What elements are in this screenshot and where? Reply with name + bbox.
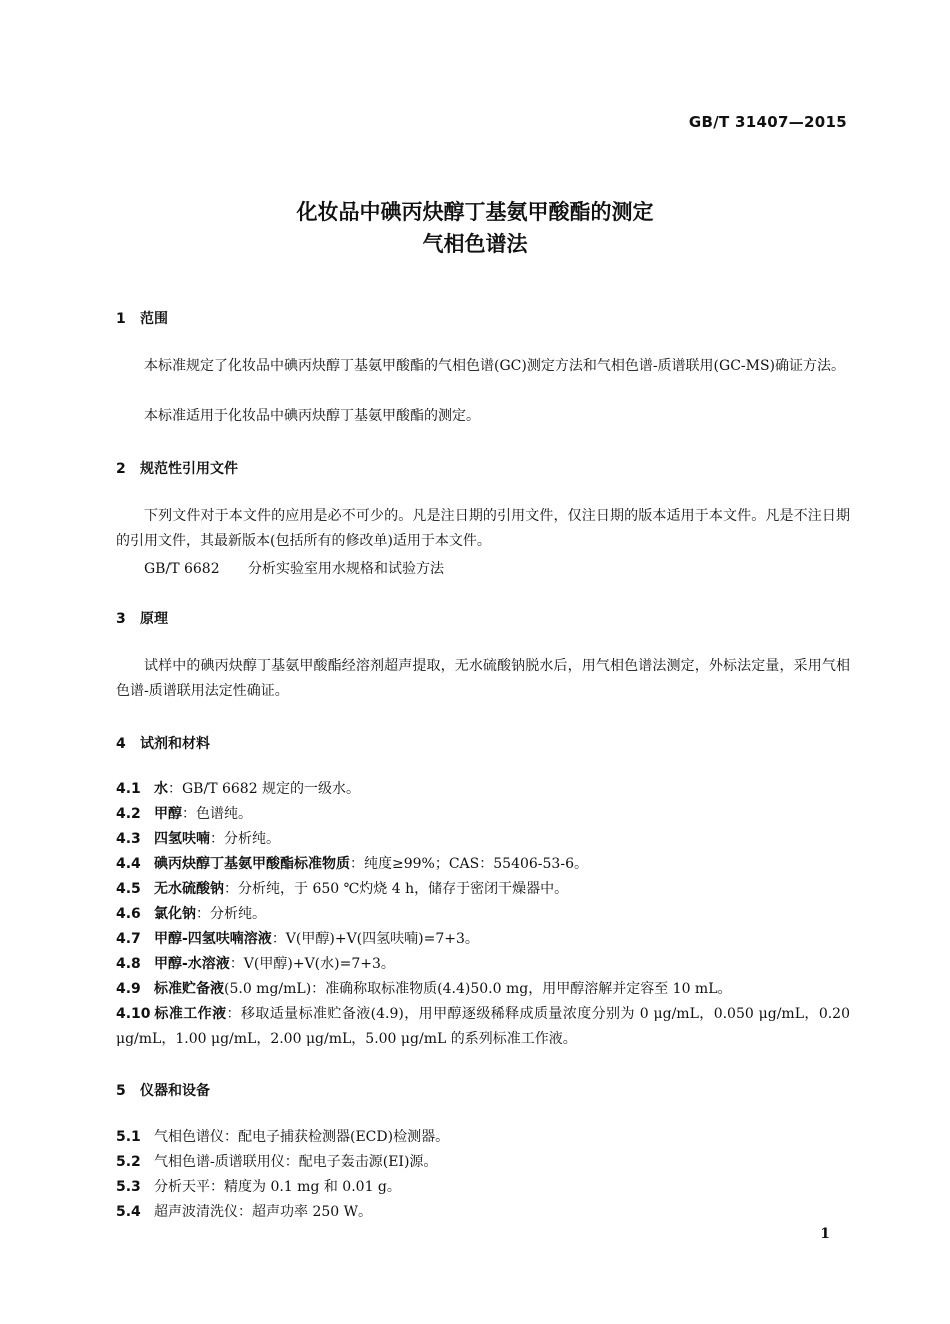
item-number: 4.10 [116,1006,151,1022]
title-line-1: 化妆品中碘丙炔醇丁基氨甲酸酯的测定 [296,200,654,224]
item-number: 4.2 [116,806,141,822]
section-number: 1 [116,311,126,327]
item-name: 标准工作液 [154,1006,227,1022]
list-item [116,852,850,877]
item-text: ：分析纯。 [196,906,266,922]
section-title: 范围 [140,311,168,327]
item-name: 水 [154,781,168,797]
list-item [116,952,850,977]
item-number: 4.4 [116,856,141,872]
item-text: ：GB/T 6682 规定的一级水。 [168,781,361,797]
list-item [116,1125,850,1150]
item-text: ：V(甲醇)+V(水)=7+3。 [229,956,395,972]
item-number: 4.1 [116,781,141,797]
item-number: 4.7 [116,931,141,947]
item-number: 5.1 [116,1129,141,1145]
section-number: 2 [116,461,126,477]
reference-code: GB/T 6682 [144,561,220,577]
item-text: ：色谱纯。 [182,806,252,822]
section-number: 3 [116,611,126,627]
item-text: ：分析纯，于 650 ℃灼烧 4 h，储存于密闭干燥器中。 [224,881,569,897]
item-text: 气相色谱仪：配电子捕获检测器(ECD)检测器。 [154,1129,450,1145]
section-title: 规范性引用文件 [140,461,238,477]
section-title: 试剂和材料 [140,736,210,752]
list-item [116,1200,850,1225]
section-1-paragraph-2: 本标准适用于化妆品中碘丙炔醇丁基氨甲酸酯的测定。 [144,408,480,424]
section-title: 原理 [140,611,168,627]
item-text: 气相色谱-质谱联用仪：配电子轰击源(EI)源。 [154,1154,438,1170]
item-number: 5.2 [116,1154,141,1170]
item-number: 4.6 [116,906,141,922]
section-number: 5 [116,1083,126,1099]
item-text: ：分析纯。 [210,831,280,847]
item-number: 4.8 [116,956,141,972]
item-number: 4.5 [116,881,141,897]
item-number: 4.3 [116,831,141,847]
item-name: 标准贮备液 [154,981,224,997]
section-title: 仪器和设备 [140,1083,210,1099]
section-2-paragraph-1: 下列文件对于本文件的应用是必不可少的。凡是注日期的引用文件，仅注日期的版本适用于本文件。凡是不注日期的引用文件，其最新版本(包括所有的修改单)适用于本文件。 [116,508,850,549]
document-title [0,196,950,260]
section-1-heading [116,308,168,328]
list-item [116,877,850,902]
section-3-paragraph-1: 试样中的碘丙炔醇丁基氨甲酸酯经溶剂超声提取，无水硫酸钠脱水后，用气相色谱法测定，外标法定量，采用气相色谱-质谱联用法定性确证。 [116,658,850,699]
item-text: 分析天平：精度为 0.1 mg 和 0.01 g。 [154,1179,401,1195]
item-name: 无水硫酸钠 [154,881,224,897]
item-name: 甲醇-四氢呋喃溶液 [154,931,272,947]
list-item [116,902,850,927]
item-text: ：纯度≥99%；CAS：55406-53-6。 [350,856,588,872]
list-item [116,977,850,1002]
list-item [116,1150,850,1175]
section-4-heading [116,733,210,753]
item-text: 超声波清洗仪：超声功率 250 W。 [154,1204,373,1220]
item-text: ：移取适量标准贮备液(4.9)，用甲醇逐级稀释成质量浓度分别为 0 μg/mL，0.050 μg/mL，0.20 μg/mL，1.00 μg/mL，2.00 μg/mL，5.00 μg/mL 的系列标准工作液。 [116,1006,850,1047]
list-item [116,802,850,827]
list-item [116,827,850,852]
section-1-paragraph-1: 本标准规定了化妆品中碘丙炔醇丁基氨甲酸酯的气相色谱(GC)测定方法和气相色谱-质谱联用(GC-MS)确证方法。 [144,358,846,374]
section-number: 4 [116,736,126,752]
item-name: 甲醇-水溶液 [154,956,230,972]
normative-reference [144,558,444,578]
item-name: 碘丙炔醇丁基氨甲酸酯标准物质 [154,856,350,872]
section-2-heading [116,458,238,478]
standard-number: GB/T 31407—2015 [688,113,847,131]
page-number: 1 [820,1226,830,1242]
item-text: ：V(甲醇)+V(四氢呋喃)=7+3。 [271,931,479,947]
item-name: 甲醇 [154,806,182,822]
list-item [116,1002,850,1052]
section-3-heading [116,608,168,628]
item-name: 四氢呋喃 [154,831,210,847]
section-5-heading [116,1080,210,1100]
reference-title: 分析实验室用水规格和试验方法 [248,561,444,577]
list-item [116,1175,850,1200]
item-name: 氯化钠 [154,906,196,922]
list-item [116,927,850,952]
list-item [116,777,850,802]
item-number: 4.9 [116,981,141,997]
item-number: 5.3 [116,1179,141,1195]
title-line-2: 气相色谱法 [422,232,528,256]
item-number: 5.4 [116,1204,141,1220]
item-text: (5.0 mg/mL)：准确称取标准物质(4.4)50.0 mg，用甲醇溶解并定容至 10 mL。 [224,981,732,997]
